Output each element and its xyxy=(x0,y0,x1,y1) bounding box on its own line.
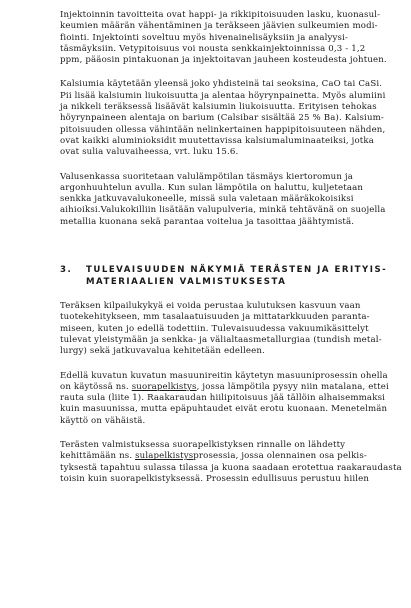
text-line xyxy=(60,451,400,462)
paragraph-casting-ladle xyxy=(60,172,400,228)
text-fragment: on käytössä ns. xyxy=(60,381,132,392)
text-line: höyrynpaineen alentaja on barium (Calsibar sisältää 25 % Ba). Kalsium- xyxy=(60,113,384,124)
text-line: metallia kuonana sekä parantaa voitelua ja tasoittaa jäähtymistä. xyxy=(60,216,355,227)
section-number: 3. xyxy=(60,265,73,276)
paragraph-direct-reduction xyxy=(60,371,400,427)
text-line: ja nikkeli teräksessä lisäävät kalsiumin liukoisuutta. Erityisen tehokas xyxy=(60,102,377,113)
text-line: senkka jatkuvavalukoneelle, missä sula valetaan määräkokoisiksi xyxy=(60,194,354,205)
document-page xyxy=(60,0,400,485)
text-line: ovat sulia valuvaiheessa, vrt. luku 15.6. xyxy=(60,147,239,158)
text-line: fiointi. Injektointi soveltuu myös hivenainelisäyksiin ja analyysi- xyxy=(60,32,349,43)
text-line: Valusenkassa suoritetaan valulämpötilan täsmäys kiertoromun ja xyxy=(60,171,353,182)
text-line: Terästen valmistuksessa suorapelkistyksen rinnalle on lähdetty xyxy=(60,440,346,451)
text-line: toisin kuin suorapelkistyksessä. Prosessin edullisuus perustuu hiilen xyxy=(60,473,370,484)
text-line: miseen, kuten jo edellä todettiin. Tulevaisuudessa vakuumikäsittelyt xyxy=(60,323,369,334)
text-line: rauta sula (liite 1). Raakaraudan hiilipitoisuus jää tällöin alhaisemmaksi xyxy=(60,393,386,404)
text-line: Injektoinnin tavoitteita ovat happi- ja rikkipitoisuuden lasku, kuonasul- xyxy=(60,10,381,20)
text-line: lurgy) sekä jatkuvavalua kehitetään edelleen. xyxy=(60,346,265,357)
paragraph-calcium xyxy=(60,79,400,158)
text-line: aihioiksi.Valukokilliin lisätään valupulveria, minkä tehtävänä on suojella xyxy=(60,205,386,216)
text-fragment: prosessia, jossa olennainen osa pelkis- xyxy=(193,451,367,462)
text-line: täsmäyksiin. Vetypitoisuus voi nousta senkkainjektoinnissa 0,3 - 1,2 xyxy=(60,43,366,54)
text-fragment: , jossa lämpötila pysyy niin matalana, ettei xyxy=(196,381,389,392)
text-line: keumien määrän vähentäminen ja teräkseen jäävien sulkeumien modi- xyxy=(60,21,378,32)
text-line: tyksestä tapahtuu sulassa tilassa ja kuona saadaan erotettua raakaraudasta xyxy=(60,462,402,473)
text-line: Teräksen kilpailukykyä ei voida perustaa kulutuksen kasvuun vaan xyxy=(60,301,361,312)
text-line: ppm, pääosin pintakuonan ja injektoitavan jauheen kosteudesta johtuen. xyxy=(60,55,387,66)
paragraph-competitiveness xyxy=(60,301,400,357)
text-line: Edellä kuvatun kuvatun masuunireitin käytetyn masuuniprosessin ohella xyxy=(60,370,388,381)
section-heading xyxy=(60,264,400,288)
text-line: pitoisuuden ollessa vähintään nelinkertainen happipitoisuuteen nähden, xyxy=(60,124,386,135)
text-line: ovat kaikki aluminioksidit muutettavissa kalsiumaluminaateiksi, jotka xyxy=(60,135,375,146)
text-line: tuotekehitykseen, mm tasalaatuisuuden ja mittatarkkuuden paranta- xyxy=(60,312,370,323)
text-line: kuin masuunissa, mutta epäpuhtaudet eivät erotu kuonaan. Menetelmän xyxy=(60,404,388,415)
text-line: käyttö on vähäistä. xyxy=(60,415,146,426)
text-fragment: kehittämään ns. xyxy=(60,451,136,462)
underlined-term: sulapelkistys xyxy=(135,451,194,462)
text-line: Pii lisää kalsiumin liukoisuutta ja alentaa höyrynpainetta. Myös alumiini xyxy=(60,90,386,101)
text-line xyxy=(60,382,400,393)
paragraph-injection-goals xyxy=(60,10,400,66)
underlined-term: suorapelkistys xyxy=(131,381,197,392)
text-line: Kalsiumia käytetään yleensä joko yhdisteinä tai seoksina, CaO tai CaSi. xyxy=(60,79,383,90)
paragraph-smelting-reduction xyxy=(60,440,400,485)
text-line: tulevat yleistymään ja senkka- ja välialtaasmetallurgiaa (tundish metal- xyxy=(60,334,382,345)
text-line: argonhuuhtelun avulla. Kun sulan lämpötila on haluttu, kuljetetaan xyxy=(60,182,364,193)
section-title-line: TULEVAISUUDEN NÄKYMIÄ TERÄSTEN JA ERITYIS- xyxy=(86,265,388,276)
section-title-line: MATERIAALIEN VALMISTUKSESTA xyxy=(86,277,287,288)
